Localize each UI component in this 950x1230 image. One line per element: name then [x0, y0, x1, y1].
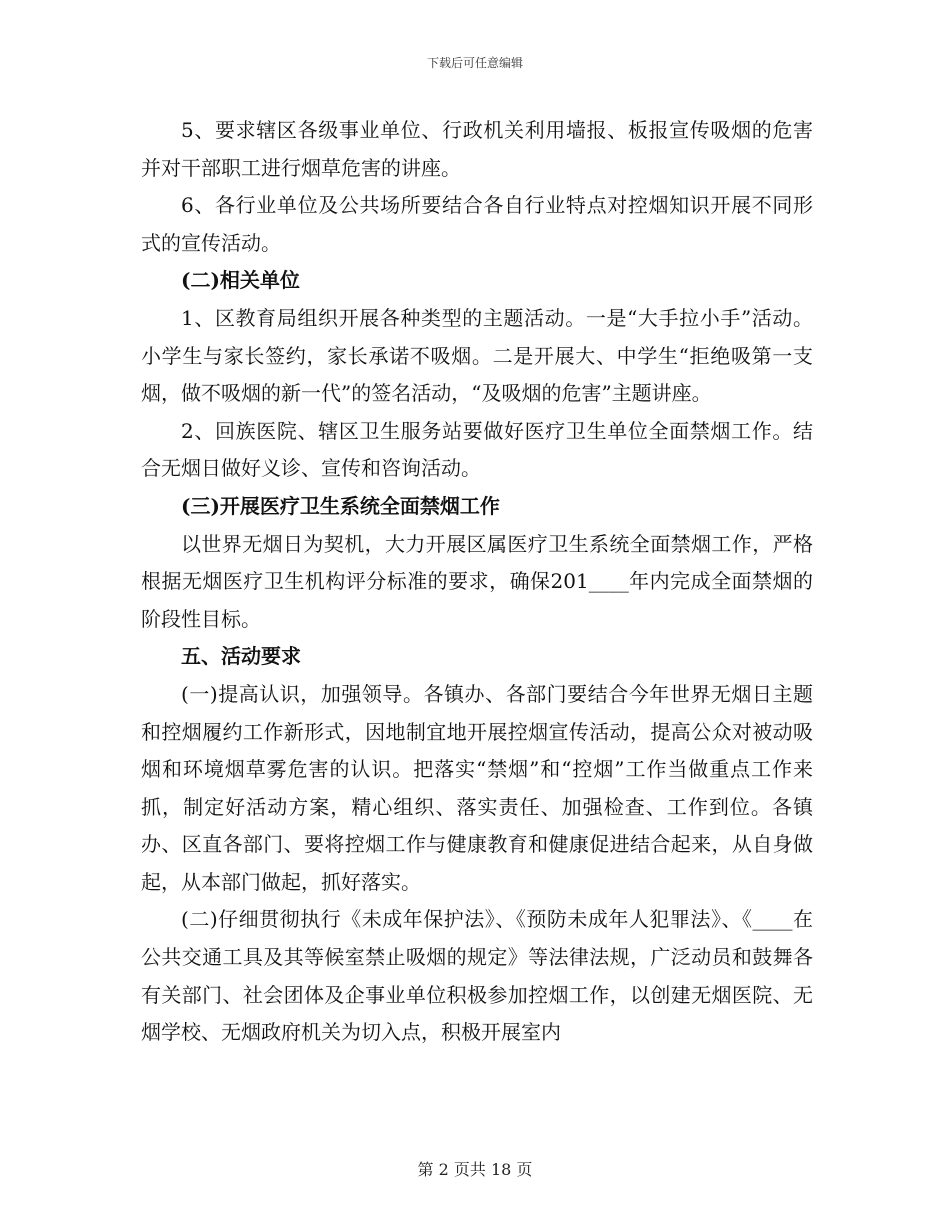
paragraph-item-5: 5、要求辖区各级事业单位、行政机关利用墙报、板报宣传吸烟的危害并对干部职工进行烟草危害的讲座。 [141, 118, 813, 180]
section-heading-related-units: (二)相关单位 [181, 268, 300, 293]
paragraph-hospital: 2、回族医院、辖区卫生服务站要做好医疗卫生单位全面禁烟工作。结合无烟日做好义诊、宣传和咨询活动。 [141, 418, 813, 481]
paragraph-education-bureau: 1、区教育局组织开展各种类型的主题活动。一是“大手拉小手”活动。小学生与家长签约，家长承诺不吸烟。二是开展大、中学生“拒绝吸第一支烟，做不吸烟的新一代”的签名活动，“及吸烟的危害”主题讲座。 [141, 305, 813, 406]
section-heading-activity-requirements: 五、活动要求 [181, 644, 301, 669]
page-header-note: 下载后可任意编辑 [426, 56, 523, 70]
document-body [141, 112, 813, 1052]
paragraph-laws: (二)仔细贯彻执行《未成年保护法》、《预防未成年人犯罪法》、《____在公共交通工具及其等候室禁止吸烟的规定》等法律法规，广泛动员和鼓舞各有关部门、社会团体及企事业单位积极参加控烟工作，以创建无烟医院、无烟学校、无烟政府机关为切入点，积极开展室内 [141, 907, 813, 1045]
paragraph-world-no-tobacco-day: 以世界无烟日为契机，大力开展区属医疗卫生系统全面禁烟工作，严格根据无烟医疗卫生机构评分标准的要求，确保201____年内完成全面禁烟的阶段性目标。 [141, 531, 813, 631]
paragraph-leadership: (一)提高认识，加强领导。各镇办、各部门要结合今年世界无烟日主题和控烟履约工作新形式，因地制宜地开展控烟宣传活动，提高公众对被动吸烟和环境烟草雾危害的认识。把落实“禁烟”和“控烟”工作当做重点工作来抓，制定好活动方案，精心组织、落实责任、加强检查、工作到位。各镇办、区直各部门、要将控烟工作与健康教育和健康促进结合起来，从自身做起，从本部门做起，抓好落实。 [141, 681, 813, 894]
page-number: 第 2 页共 18 页 [417, 1160, 533, 1179]
paragraph-item-6: 6、各行业单位及公共场所要结合各自行业特点对控烟知识开展不同形式的宣传活动。 [141, 193, 813, 255]
section-heading-medical-smoke-ban: (三)开展医疗卫生系统全面禁烟工作 [181, 493, 500, 518]
